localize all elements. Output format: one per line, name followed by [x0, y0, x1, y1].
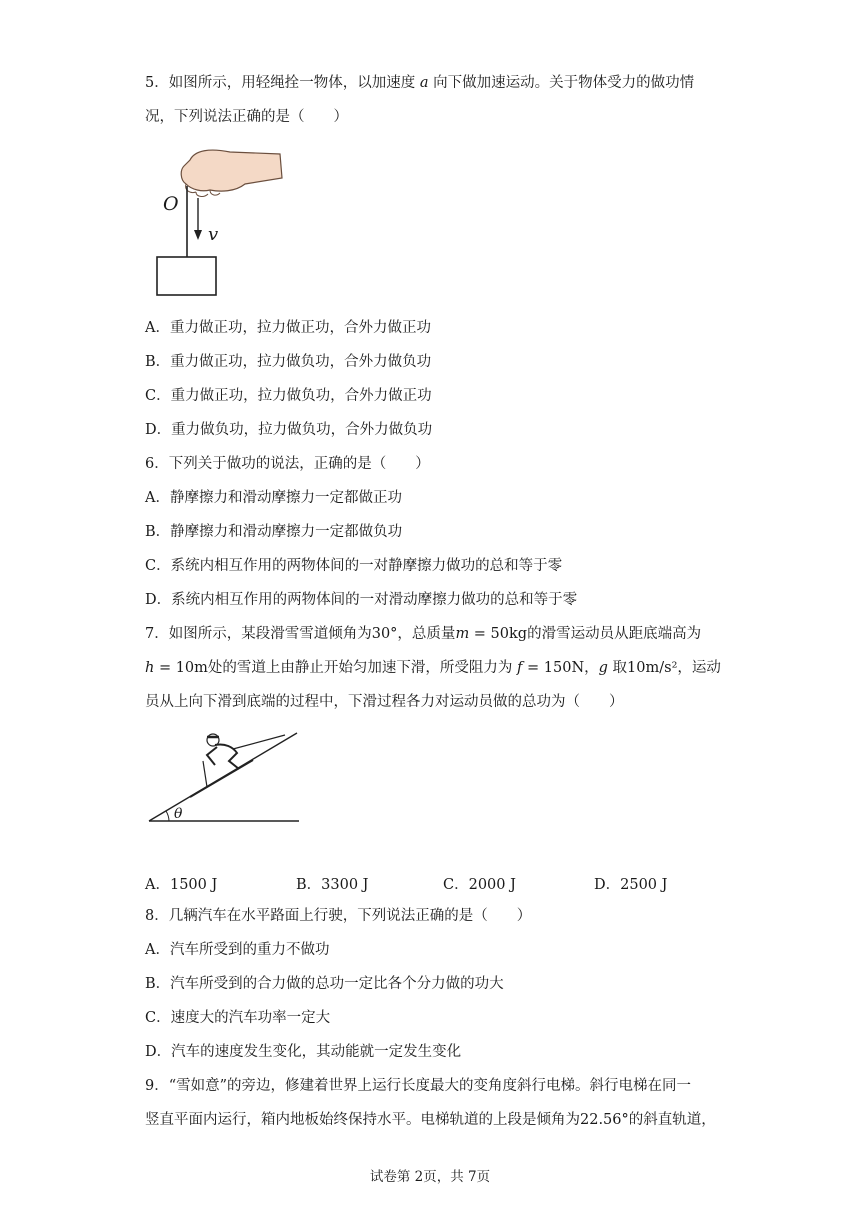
q5-stem-line1: 5．如图所示，用轻绳拴一物体，以加速度 a 向下做加速运动。关于物体受力的做功情 — [145, 75, 695, 91]
q8-option-a[interactable]: A．汽车所受到的重力不做功 — [145, 942, 330, 958]
q5-option-c[interactable]: C．重力做正功，拉力做负功，合外力做正功 — [145, 388, 432, 404]
q6-option-b[interactable]: B．静摩擦力和滑动摩擦力一定都做负功 — [145, 524, 403, 540]
q7-stem-line2: h = 10m处的雪道上由静止开始匀加速下滑，所受阻力为 f = 150N，g 取10m/s²，运动 — [145, 660, 721, 676]
q5-option-a[interactable]: A．重力做正功，拉力做正功，合外力做正功 — [145, 320, 431, 336]
q9-stem-line2: 竖直平面内运行，箱内地板始终保持水平。电梯轨道的上段是倾角为22.56°的斜直轨道， — [145, 1112, 716, 1128]
q7-option-a[interactable]: A．1500 J — [145, 877, 218, 893]
q7-figure-ski-slope — [145, 725, 305, 825]
q7-option-c[interactable]: C．2000 J — [443, 877, 516, 893]
q9-stem-line1: 9．“雪如意”的旁边，修建着世界上运行长度最大的变角度斜行电梯。斜行电梯在同一 — [145, 1078, 692, 1094]
q5-figure-hand-rope-block — [150, 140, 290, 300]
q8-stem: 8．几辆汽车在水平路面上行驶，下列说法正确的是（ ） — [145, 908, 532, 924]
q6-option-c[interactable]: C．系统内相互作用的两物体间的一对静摩擦力做功的总和等于零 — [145, 558, 563, 574]
q5-figure-label-O: O — [163, 193, 179, 215]
q7-stem-line1: 7．如图所示，某段滑雪雪道倾角为30°，总质量m = 50kg的滑雪运动员从距底端高为 — [145, 626, 702, 642]
q5-figure-label-v: v — [208, 224, 219, 245]
q6-option-a[interactable]: A．静摩擦力和滑动摩擦力一定都做正功 — [145, 490, 402, 506]
q8-option-c[interactable]: C．速度大的汽车功率一定大 — [145, 1010, 331, 1026]
q8-option-b[interactable]: B．汽车所受到的合力做的总功一定比各个分力做的功大 — [145, 976, 504, 992]
q5-stem-line2: 况，下列说法正确的是（ ） — [145, 109, 348, 125]
q5-option-d[interactable]: D．重力做负功，拉力做负功，合外力做负功 — [145, 422, 433, 438]
q7-option-b[interactable]: B．3300 J — [296, 877, 369, 893]
q6-stem: 6．下列关于做功的说法，正确的是（ ） — [145, 456, 430, 472]
q6-option-d[interactable]: D．系统内相互作用的两物体间的一对滑动摩擦力做功的总和等于零 — [145, 592, 578, 608]
q7-stem-line3: 员从上向下滑到底端的过程中，下滑过程各力对运动员做的总功为（ ） — [145, 694, 624, 710]
q5-option-b[interactable]: B．重力做正功，拉力做负功，合外力做负功 — [145, 354, 432, 370]
q7-figure-label-theta: θ — [174, 806, 183, 822]
page-footer: 试卷第 2页，共 7页 — [369, 1169, 491, 1185]
q8-option-d[interactable]: D．汽车的速度发生变化，其动能就一定发生变化 — [145, 1044, 462, 1060]
q7-option-d[interactable]: D．2500 J — [594, 877, 668, 893]
